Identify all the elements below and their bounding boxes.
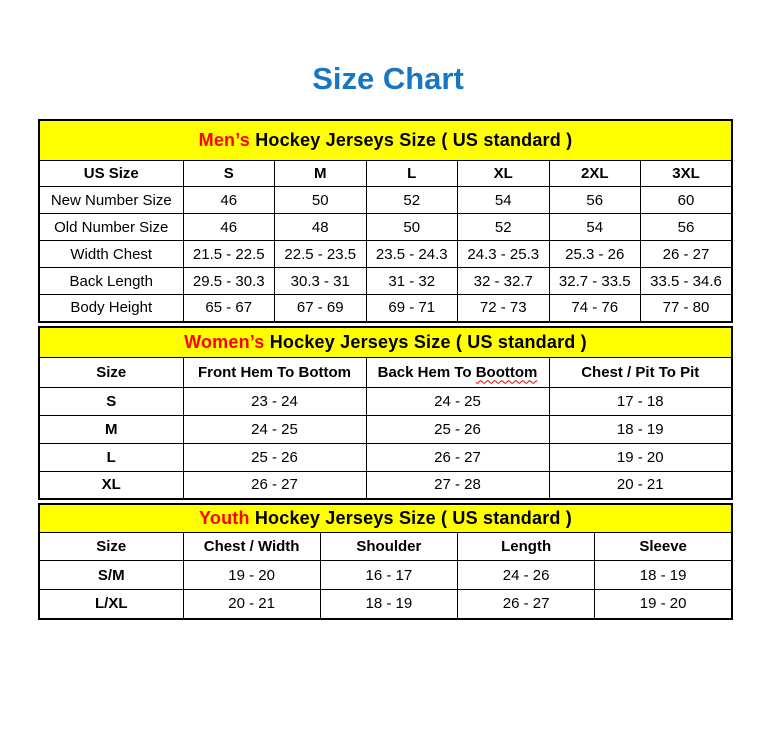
row-label: S/M [39, 561, 183, 590]
column-header: Chest / Width [183, 533, 320, 561]
youth-section-title [39, 504, 732, 533]
womens-section-title [39, 327, 732, 358]
page-title: Size Chart [312, 61, 464, 96]
womens-section-title-rest: Hockey Jerseys Size ( US standard ) [264, 331, 587, 352]
womens-header-row [39, 357, 732, 387]
table-cell: 26 - 27 [366, 443, 549, 471]
table-cell: 18 - 19 [549, 415, 732, 443]
table-cell: 26 - 27 [641, 241, 733, 268]
table-row [39, 561, 732, 590]
column-header: Length [458, 533, 595, 561]
table-cell: 32.7 - 33.5 [549, 268, 641, 295]
column-header: XL [458, 161, 550, 187]
table-cell: 18 - 19 [320, 590, 457, 619]
size-chart-container [38, 119, 733, 620]
table-cell: 26 - 27 [183, 471, 366, 499]
row-label: L/XL [39, 590, 183, 619]
column-header: 3XL [641, 161, 733, 187]
table-cell: 24.3 - 25.3 [458, 241, 550, 268]
table-cell: 60 [641, 187, 733, 214]
table-row [39, 471, 732, 499]
table-cell: 24 - 25 [183, 415, 366, 443]
table-row [39, 295, 732, 322]
column-header: Size [39, 357, 183, 387]
column-header: Front Hem To Bottom [183, 357, 366, 387]
table-row [39, 443, 732, 471]
column-header-text: Back Hem To [377, 363, 476, 381]
table-cell: 26 - 27 [458, 590, 595, 619]
youth-section-title-highlight: Youth [199, 508, 250, 528]
youth-section-band [39, 504, 732, 533]
column-header: L [366, 161, 458, 187]
table-cell: 25 - 26 [183, 443, 366, 471]
table-cell: 20 - 21 [183, 590, 320, 619]
table-cell: 32 - 32.7 [458, 268, 550, 295]
mens-section-title-rest: Hockey Jerseys Size ( US standard ) [250, 130, 573, 150]
table-cell: 22.5 - 23.5 [275, 241, 367, 268]
youth-header-row [39, 533, 732, 561]
column-header: S [183, 161, 275, 187]
table-cell: 19 - 20 [183, 561, 320, 590]
table-cell: 25 - 26 [366, 415, 549, 443]
table-cell: 17 - 18 [549, 387, 732, 415]
row-label: Width Chest [39, 241, 183, 268]
table-cell: 19 - 20 [549, 443, 732, 471]
table-cell: 24 - 26 [458, 561, 595, 590]
table-cell: 33.5 - 34.6 [641, 268, 733, 295]
table-cell: 69 - 71 [366, 295, 458, 322]
table-cell: 46 [183, 214, 275, 241]
table-cell: 54 [549, 214, 641, 241]
table-cell: 19 - 20 [595, 590, 732, 619]
column-header: 2XL [549, 161, 641, 187]
row-label: L [39, 443, 183, 471]
row-label: M [39, 415, 183, 443]
womens-section-band [39, 327, 732, 358]
misspelled-word: Boottom [475, 363, 538, 381]
table-cell: 23.5 - 24.3 [366, 241, 458, 268]
table-row [39, 268, 732, 295]
table-row [39, 415, 732, 443]
table-cell: 56 [641, 214, 733, 241]
table-cell: 54 [458, 187, 550, 214]
column-header: M [275, 161, 367, 187]
row-label: Back Length [39, 268, 183, 295]
mens-section-title-highlight: Men’s [198, 130, 250, 150]
table-cell: 18 - 19 [595, 561, 732, 590]
womens-size-table [38, 326, 733, 501]
table-cell: 23 - 24 [183, 387, 366, 415]
column-header: US Size [39, 161, 183, 187]
table-cell: 29.5 - 30.3 [183, 268, 275, 295]
table-cell: 50 [275, 187, 367, 214]
table-cell: 52 [458, 214, 550, 241]
table-cell: 25.3 - 26 [549, 241, 641, 268]
table-cell: 20 - 21 [549, 471, 732, 499]
table-cell: 27 - 28 [366, 471, 549, 499]
table-cell: 77 - 80 [641, 295, 733, 322]
mens-section-band [39, 120, 732, 161]
column-header [366, 357, 549, 387]
row-label: Body Height [39, 295, 183, 322]
youth-section-title-rest: Hockey Jerseys Size ( US standard ) [249, 508, 572, 528]
table-cell: 52 [366, 187, 458, 214]
table-cell: 67 - 69 [275, 295, 367, 322]
column-header: Shoulder [320, 533, 457, 561]
table-cell: 74 - 76 [549, 295, 641, 322]
table-cell: 30.3 - 31 [275, 268, 367, 295]
table-cell: 46 [183, 187, 275, 214]
row-label: New Number Size [39, 187, 183, 214]
row-label: Old Number Size [39, 214, 183, 241]
youth-size-table [38, 503, 733, 620]
column-header: Chest / Pit To Pit [549, 357, 732, 387]
table-row [39, 187, 732, 214]
table-cell: 31 - 32 [366, 268, 458, 295]
table-cell: 50 [366, 214, 458, 241]
table-row [39, 590, 732, 619]
table-cell: 56 [549, 187, 641, 214]
womens-section-title-highlight: Women’s [184, 331, 265, 352]
table-row [39, 214, 732, 241]
table-row [39, 241, 732, 268]
column-header: Sleeve [595, 533, 732, 561]
table-cell: 65 - 67 [183, 295, 275, 322]
row-label: XL [39, 471, 183, 499]
mens-section-title [39, 120, 732, 161]
table-cell: 48 [275, 214, 367, 241]
table-cell: 21.5 - 22.5 [183, 241, 275, 268]
table-cell: 24 - 25 [366, 387, 549, 415]
table-cell: 72 - 73 [458, 295, 550, 322]
row-label: S [39, 387, 183, 415]
column-header: Size [39, 533, 183, 561]
table-row [39, 387, 732, 415]
table-cell: 16 - 17 [320, 561, 457, 590]
mens-size-table [38, 119, 733, 323]
mens-header-row [39, 161, 732, 187]
